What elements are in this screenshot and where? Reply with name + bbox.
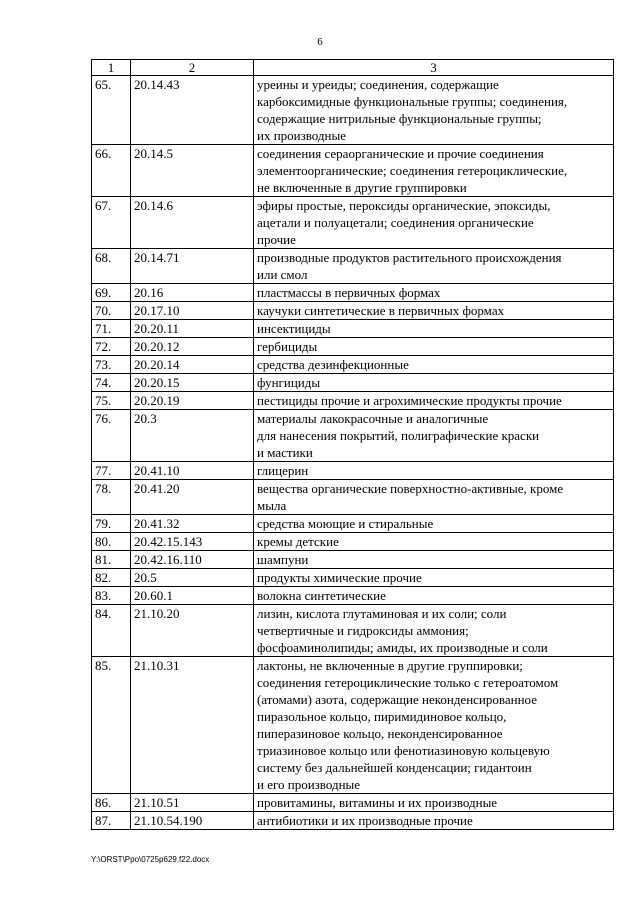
table-row (92, 812, 614, 830)
row-number-cell: 68. (92, 249, 131, 284)
product-description-cell: уреины и уреиды; соединения, содержащие карбоксимидные функциональные группы; соединения, содержащие нитрильные функциональные группы; их производные (254, 76, 614, 145)
table-row (92, 249, 614, 284)
okpd-code-cell: 20.42.16.110 (131, 551, 254, 569)
row-number-cell: 78. (92, 480, 131, 515)
header-col-3: 3 (254, 60, 614, 76)
table-row (92, 145, 614, 197)
table-row (92, 569, 614, 587)
row-number-cell: 85. (92, 657, 131, 794)
product-description-cell: фунгициды (254, 374, 614, 392)
table-row (92, 605, 614, 657)
row-number-cell: 83. (92, 587, 131, 605)
table-row (92, 356, 614, 374)
row-number-cell: 79. (92, 515, 131, 533)
page-number: 6 (317, 36, 323, 48)
table-row (92, 515, 614, 533)
product-description-cell: глицерин (254, 462, 614, 480)
row-number-cell: 84. (92, 605, 131, 657)
table-row (92, 76, 614, 145)
table-row (92, 374, 614, 392)
okpd-code-cell: 20.60.1 (131, 587, 254, 605)
okpd-code-cell: 21.10.31 (131, 657, 254, 794)
okpd-code-cell: 20.5 (131, 569, 254, 587)
product-description-cell: материалы лакокрасочные и аналогичные для нанесения покрытий, полиграфические краски и мастики (254, 410, 614, 462)
product-description-cell: производные продуктов растительного происхождения или смол (254, 249, 614, 284)
row-number-cell: 71. (92, 320, 131, 338)
product-description-cell: шампуни (254, 551, 614, 569)
product-description-cell: кремы детские (254, 533, 614, 551)
product-description-cell: антибиотики и их производные прочие (254, 812, 614, 830)
okpd-code-cell: 20.14.43 (131, 76, 254, 145)
okpd-code-cell: 21.10.54.190 (131, 812, 254, 830)
row-number-cell: 74. (92, 374, 131, 392)
product-description-cell: средства моющие и стиральные (254, 515, 614, 533)
okpd-code-cell: 20.20.19 (131, 392, 254, 410)
table-row (92, 338, 614, 356)
table-row (92, 410, 614, 462)
okpd-code-cell: 20.20.15 (131, 374, 254, 392)
okpd-code-cell: 20.20.12 (131, 338, 254, 356)
table-row (92, 533, 614, 551)
table-row (92, 480, 614, 515)
table-row (92, 587, 614, 605)
product-description-cell: каучуки синтетические в первичных формах (254, 302, 614, 320)
okpd-code-cell: 20.16 (131, 284, 254, 302)
table-row (92, 462, 614, 480)
table-row (92, 320, 614, 338)
okpd-code-cell: 20.14.6 (131, 197, 254, 249)
table-row (92, 657, 614, 794)
row-number-cell: 77. (92, 462, 131, 480)
okpd-code-cell: 20.17.10 (131, 302, 254, 320)
row-number-cell: 82. (92, 569, 131, 587)
row-number-cell: 65. (92, 76, 131, 145)
header-col-2: 2 (131, 60, 254, 76)
row-number-cell: 80. (92, 533, 131, 551)
table-row (92, 794, 614, 812)
row-number-cell: 67. (92, 197, 131, 249)
table-row (92, 284, 614, 302)
okpd-code-cell: 20.20.14 (131, 356, 254, 374)
row-number-cell: 66. (92, 145, 131, 197)
row-number-cell: 87. (92, 812, 131, 830)
product-description-cell: пластмассы в первичных формах (254, 284, 614, 302)
header-col-1: 1 (92, 60, 131, 76)
row-number-cell: 86. (92, 794, 131, 812)
product-description-cell: соединения сераорганические и прочие соединения элементоорганические; соединения гетероциклические, не включенные в другие группировки (254, 145, 614, 197)
product-description-cell: инсектициды (254, 320, 614, 338)
row-number-cell: 81. (92, 551, 131, 569)
table-row (92, 392, 614, 410)
row-number-cell: 70. (92, 302, 131, 320)
okpd-code-cell: 21.10.20 (131, 605, 254, 657)
okpd-code-cell: 20.42.15.143 (131, 533, 254, 551)
okpd-code-cell: 20.20.11 (131, 320, 254, 338)
product-description-cell: продукты химические прочие (254, 569, 614, 587)
document-table (91, 59, 614, 830)
file-path-footer: Y:\ORST\Ppo\0725p629.f22.docx (91, 855, 210, 864)
okpd-code-cell: 21.10.51 (131, 794, 254, 812)
product-description-cell: волокна синтетические (254, 587, 614, 605)
row-number-cell: 75. (92, 392, 131, 410)
okpd-code-cell: 20.41.32 (131, 515, 254, 533)
okpd-code-cell: 20.41.10 (131, 462, 254, 480)
okpd-code-cell: 20.14.71 (131, 249, 254, 284)
product-description-cell: гербициды (254, 338, 614, 356)
product-description-cell: пестициды прочие и агрохимические продукты прочие (254, 392, 614, 410)
okpd-code-cell: 20.3 (131, 410, 254, 462)
table-row (92, 197, 614, 249)
row-number-cell: 72. (92, 338, 131, 356)
okpd-code-cell: 20.41.20 (131, 480, 254, 515)
product-description-cell: лизин, кислота глутаминовая и их соли; соли четвертичные и гидроксиды аммония; фосфоаминолипиды; амиды, их производные и соли (254, 605, 614, 657)
row-number-cell: 76. (92, 410, 131, 462)
table-row (92, 551, 614, 569)
table-row (92, 302, 614, 320)
product-description-cell: средства дезинфекционные (254, 356, 614, 374)
row-number-cell: 69. (92, 284, 131, 302)
product-description-cell: вещества органические поверхностно-активные, кроме мыла (254, 480, 614, 515)
product-description-cell: эфиры простые, пероксиды органические, эпоксиды, ацетали и полуацетали; соединения органические прочие (254, 197, 614, 249)
product-description-cell: провитамины, витамины и их производные (254, 794, 614, 812)
okpd-code-cell: 20.14.5 (131, 145, 254, 197)
table-header-row (92, 60, 614, 76)
product-description-cell: лактоны, не включенные в другие группировки; соединения гетероциклические только с гетероатомом (атомами) азота, содержащие неконденсированное пиразольное кольцо, пиримидиновое кольцо, пиперазиновое кольцо, неконденсированное триазиновое кольцо или фенотиазиновую кольцевую систему без дальнейшей конденсации; гидантоин и его производные (254, 657, 614, 794)
row-number-cell: 73. (92, 356, 131, 374)
